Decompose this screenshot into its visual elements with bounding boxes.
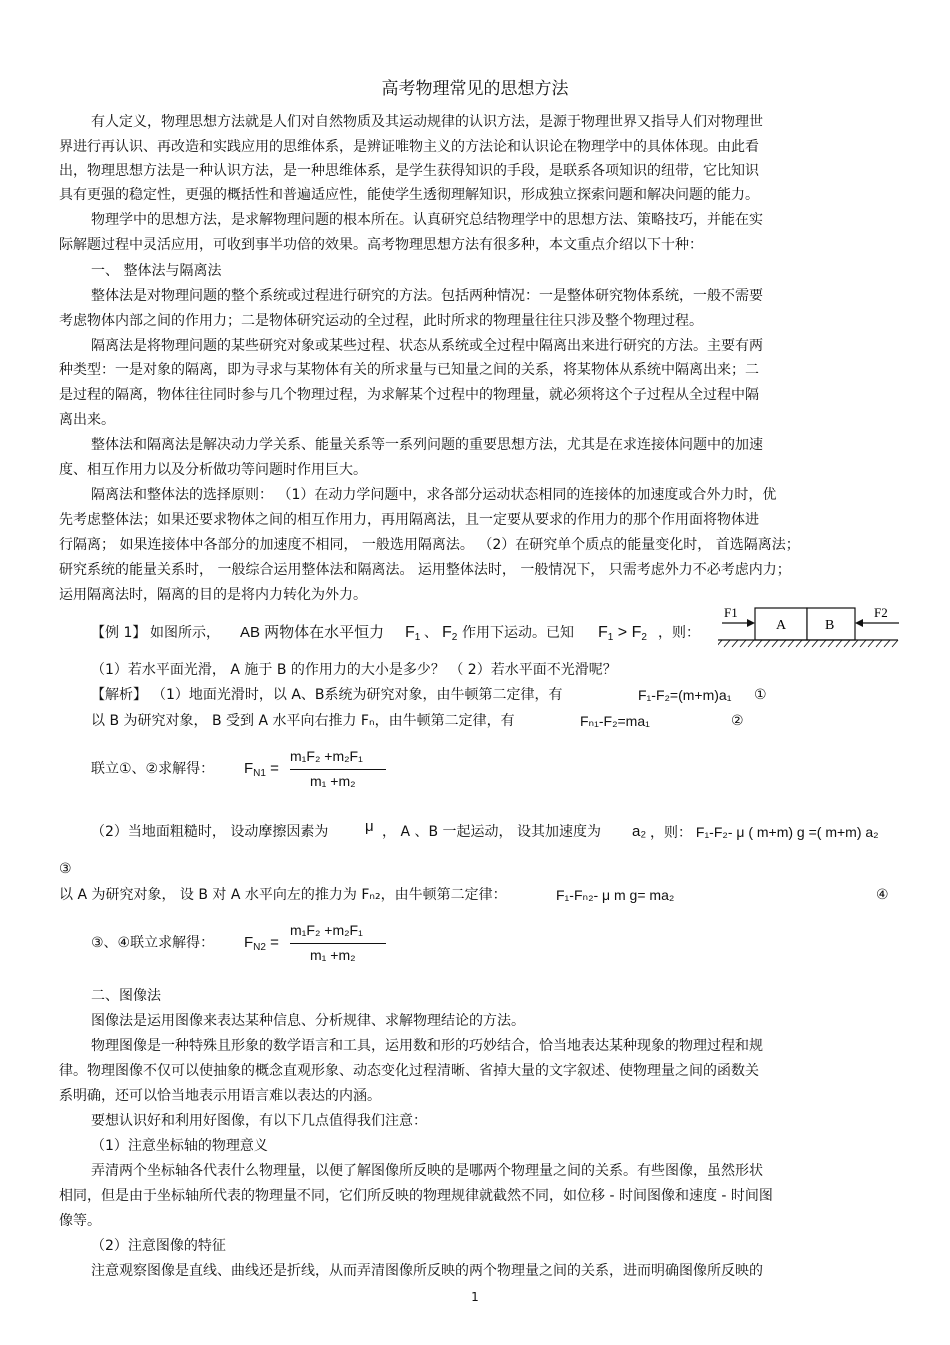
accel-symbol: a₂ — [632, 823, 647, 840]
paragraph-line: 有人定义，物理思想方法就是人们对自然物质及其运动规律的认识方法，是源于物理世界又指导人们对物理世 — [91, 114, 763, 130]
solution-line: （2）当地面粗糙时， 设动摩擦因素为 — [91, 824, 329, 840]
solution-label: 【解析】 — [91, 687, 147, 703]
paragraph-line: 先考虑整体法；如果还要求物体之间的相互作用力，再用隔离法，且一定要从要求的作用力的那个作用面将物体进 — [59, 512, 759, 528]
label-a: A — [776, 618, 787, 633]
example-condition: $F_1 > F_2$ — [598, 624, 647, 643]
fn2-lhs: $F_{N2}$ = — [244, 934, 279, 953]
equation-marker: ① — [754, 687, 767, 703]
example-label: 【例 1】 — [91, 625, 147, 641]
paragraph-line: 图像法是运用图像来表达某种信息、分析规律、求解物理结论的方法。 — [91, 1013, 525, 1029]
fraction-numerator: m₁F₂ +m₂F₁ — [290, 748, 363, 764]
paragraph-line: 注意观察图像是直线、曲线还是折线，从而弄清图像所反映的两个物理量之间的关系，进而明确图像所反映的 — [91, 1263, 763, 1279]
paragraph-line: 际解题过程中灵活应用，可收到事半功倍的效果。高考物理思想方法有很多种，本文重点介绍以下十种： — [59, 237, 703, 253]
paragraph-line: 系明确，还可以恰当地表示用语言难以表达的内涵。 — [59, 1088, 381, 1104]
solution-line: 以 B 为研究对象， B 受到 A 水平向右推力 Fₙ，由牛顿第二定律，有 — [91, 713, 515, 729]
equation-1: F₁-F₂=(m+m)a₁ — [638, 687, 732, 703]
paragraph-line: 整体法是对物理问题的整个系统或过程进行研究的方法。包括两种情况：一是整体研究物体系统，一般不需要 — [91, 288, 763, 304]
mu-symbol: μ — [365, 818, 374, 835]
paragraph-line: 度、相互作用力以及分析做功等问题时作用巨大。 — [59, 462, 367, 478]
paragraph-line: 离出来。 — [59, 412, 115, 428]
force-arrow-f2-head — [855, 619, 863, 627]
fn1-lhs: $F_{N1}$ = — [244, 760, 279, 779]
equation-3: ，则： F₁-F₂- μ ( m+m) g =( m+m) a₂ — [650, 824, 879, 840]
block-diagram — [718, 600, 903, 652]
solution-line: （1）地面光滑时，以 A、B系统为研究对象，由牛顿第二定律，有 — [152, 687, 563, 703]
solution-line: 以 A 为研究对象， 设 B 对 A 水平向左的推力为 Fₙ₂，由牛顿第二定律： — [59, 887, 507, 903]
paragraph-line: 要想认识好和利用好图像，有以下几点值得我们注意： — [91, 1113, 427, 1129]
paragraph-line: 运用隔离法时，隔离的目的是将内力转化为外力。 — [59, 587, 367, 603]
page-title: 高考物理常见的思想方法 — [381, 79, 569, 99]
section-heading: 一、 整体法与隔离法 — [91, 263, 222, 279]
paragraph-line: 律。物理图像不仅可以使抽象的概念直观形象、动态变化过程清晰、省掉大量的文字叙述、使物理量之间的函数关 — [59, 1063, 759, 1079]
example-force-f2: $F_2$ — [442, 624, 458, 643]
solution-line: 联立①、②求解得： — [91, 761, 215, 777]
fraction-numerator: m₁F₂ +m₂F₁ — [290, 922, 363, 938]
label-b: B — [825, 618, 835, 633]
force-arrow-f1-head — [747, 619, 755, 627]
paragraph-line: 整体法和隔离法是解决动力学关系、能量关系等一系列问题的重要思想方法，尤其是在求连接体问题中的加速 — [91, 437, 763, 453]
paragraph-line: 界进行再认识、再改造和实践应用的思维体系，是辨证唯物主义的方法论和认识论在物理学中的具体体现。由此看 — [59, 139, 759, 155]
paragraph-line: 出，物理思想方法是一种认识方法，是一种思维体系，是学生获得知识的手段，是联系各项知识的纽带，它比知识 — [59, 163, 759, 179]
equation-marker: ③ — [59, 861, 72, 877]
fraction-denominator: m₁ +m₂ — [310, 947, 356, 963]
example-sep: 、 — [424, 625, 438, 641]
ground-hatch — [718, 640, 898, 647]
example-force-f1: $F_1$ — [405, 624, 421, 643]
equation-marker: ④ — [876, 887, 889, 903]
paragraph-line: 弄清两个坐标轴各代表什么物理量，以便了解图像所反映的是哪两个物理量之间的关系。有些图像，虽然形状 — [91, 1163, 763, 1179]
label-f1: F1 — [724, 605, 738, 620]
fraction-denominator: m₁ +m₂ — [310, 773, 356, 789]
example-text: AB 两物体在水平恒力 — [240, 624, 385, 641]
example-text: 作用下运动。已知 — [462, 625, 574, 641]
subheading: （2）注意图像的特征 — [91, 1238, 226, 1254]
fraction-fn1 — [290, 748, 390, 792]
equation-marker: ② — [731, 713, 744, 729]
equation-4: F₁-Fₙ₂- μ m g= ma₂ — [556, 887, 675, 903]
paragraph-line: 考虑物体内部之间的作用力；二是物体研究运动的全过程，此时所求的物理量往往只涉及整个物理过程。 — [59, 313, 703, 329]
fraction-fn2 — [290, 922, 390, 966]
equation-2: Fₙ₁-F₂=ma₁ — [580, 713, 650, 729]
paragraph-line: 隔离法是将物理问题的某些研究对象或某些过程、状态从系统或全过程中隔离出来进行研究的方法。主要有两 — [91, 338, 763, 354]
subheading: （1）注意坐标轴的物理意义 — [91, 1138, 268, 1154]
fraction-bar — [290, 769, 386, 770]
paragraph-line: 是过程的隔离，物体往往同时参与几个物理过程，为求解某个过程中的物理量，就必须将这个子过程从全过程中隔 — [59, 387, 759, 403]
paragraph-line: 物理图像是一种特殊且形象的数学语言和工具，运用数和形的巧妙结合，恰当地表达某种现象的物理过程和规 — [91, 1038, 763, 1054]
paragraph-line: 隔离法和整体法的选择原则： （1）在动力学问题中，求各部分运动状态相同的连接体的加速度或合外力时，优 — [91, 487, 777, 503]
fraction-bar — [290, 943, 386, 944]
paragraph-line: 行隔离； 如果连接体中各部分的加速度不相同， 一般选用隔离法。 （2）在研究单个质点的能量变化时， 首选隔离法； — [59, 537, 800, 553]
example-question: （1）若水平面光滑， A 施于 B 的作用力的大小是多少？ （ 2）若水平面不光滑呢？ — [91, 662, 617, 678]
paragraph-line: 相同，但是由于坐标轴所代表的物理量不同，它们所反映的物理规律就截然不同，如位移 - 时间图像和速度 - 时间图 — [59, 1188, 773, 1204]
paragraph-line: 像等。 — [59, 1213, 101, 1229]
solution-line: ， A 、B 一起运动， 设其加速度为 — [382, 824, 601, 840]
paragraph-line: 种类型：一是对象的隔离，即为寻求与某物体有关的所求量与已知量之间的关系，将某物体从系统中隔离出来；二 — [59, 362, 759, 378]
label-f2: F2 — [874, 605, 888, 620]
paragraph-line: 物理学中的思想方法，是求解物理问题的根本所在。认真研究总结物理学中的思想方法、策略技巧，并能在实 — [91, 212, 763, 228]
paragraph-line: 研究系统的能量关系时， 一般综合运用整体法和隔离法。 运用整体法时， 一般情况下， 只需考虑外力不必考虑内力； — [59, 562, 791, 578]
example-text: ，则： — [658, 625, 700, 641]
solution-line: ③、④联立求解得： — [91, 935, 215, 951]
example-text: 如图所示， — [150, 625, 220, 641]
section-heading: 二、图像法 — [91, 988, 161, 1004]
page-number: 1 — [471, 1290, 479, 1304]
paragraph-line: 具有更强的稳定性，更强的概括性和普遍适应性，能使学生透彻理解知识，形成独立探索问题和解决问题的能力。 — [59, 187, 759, 203]
